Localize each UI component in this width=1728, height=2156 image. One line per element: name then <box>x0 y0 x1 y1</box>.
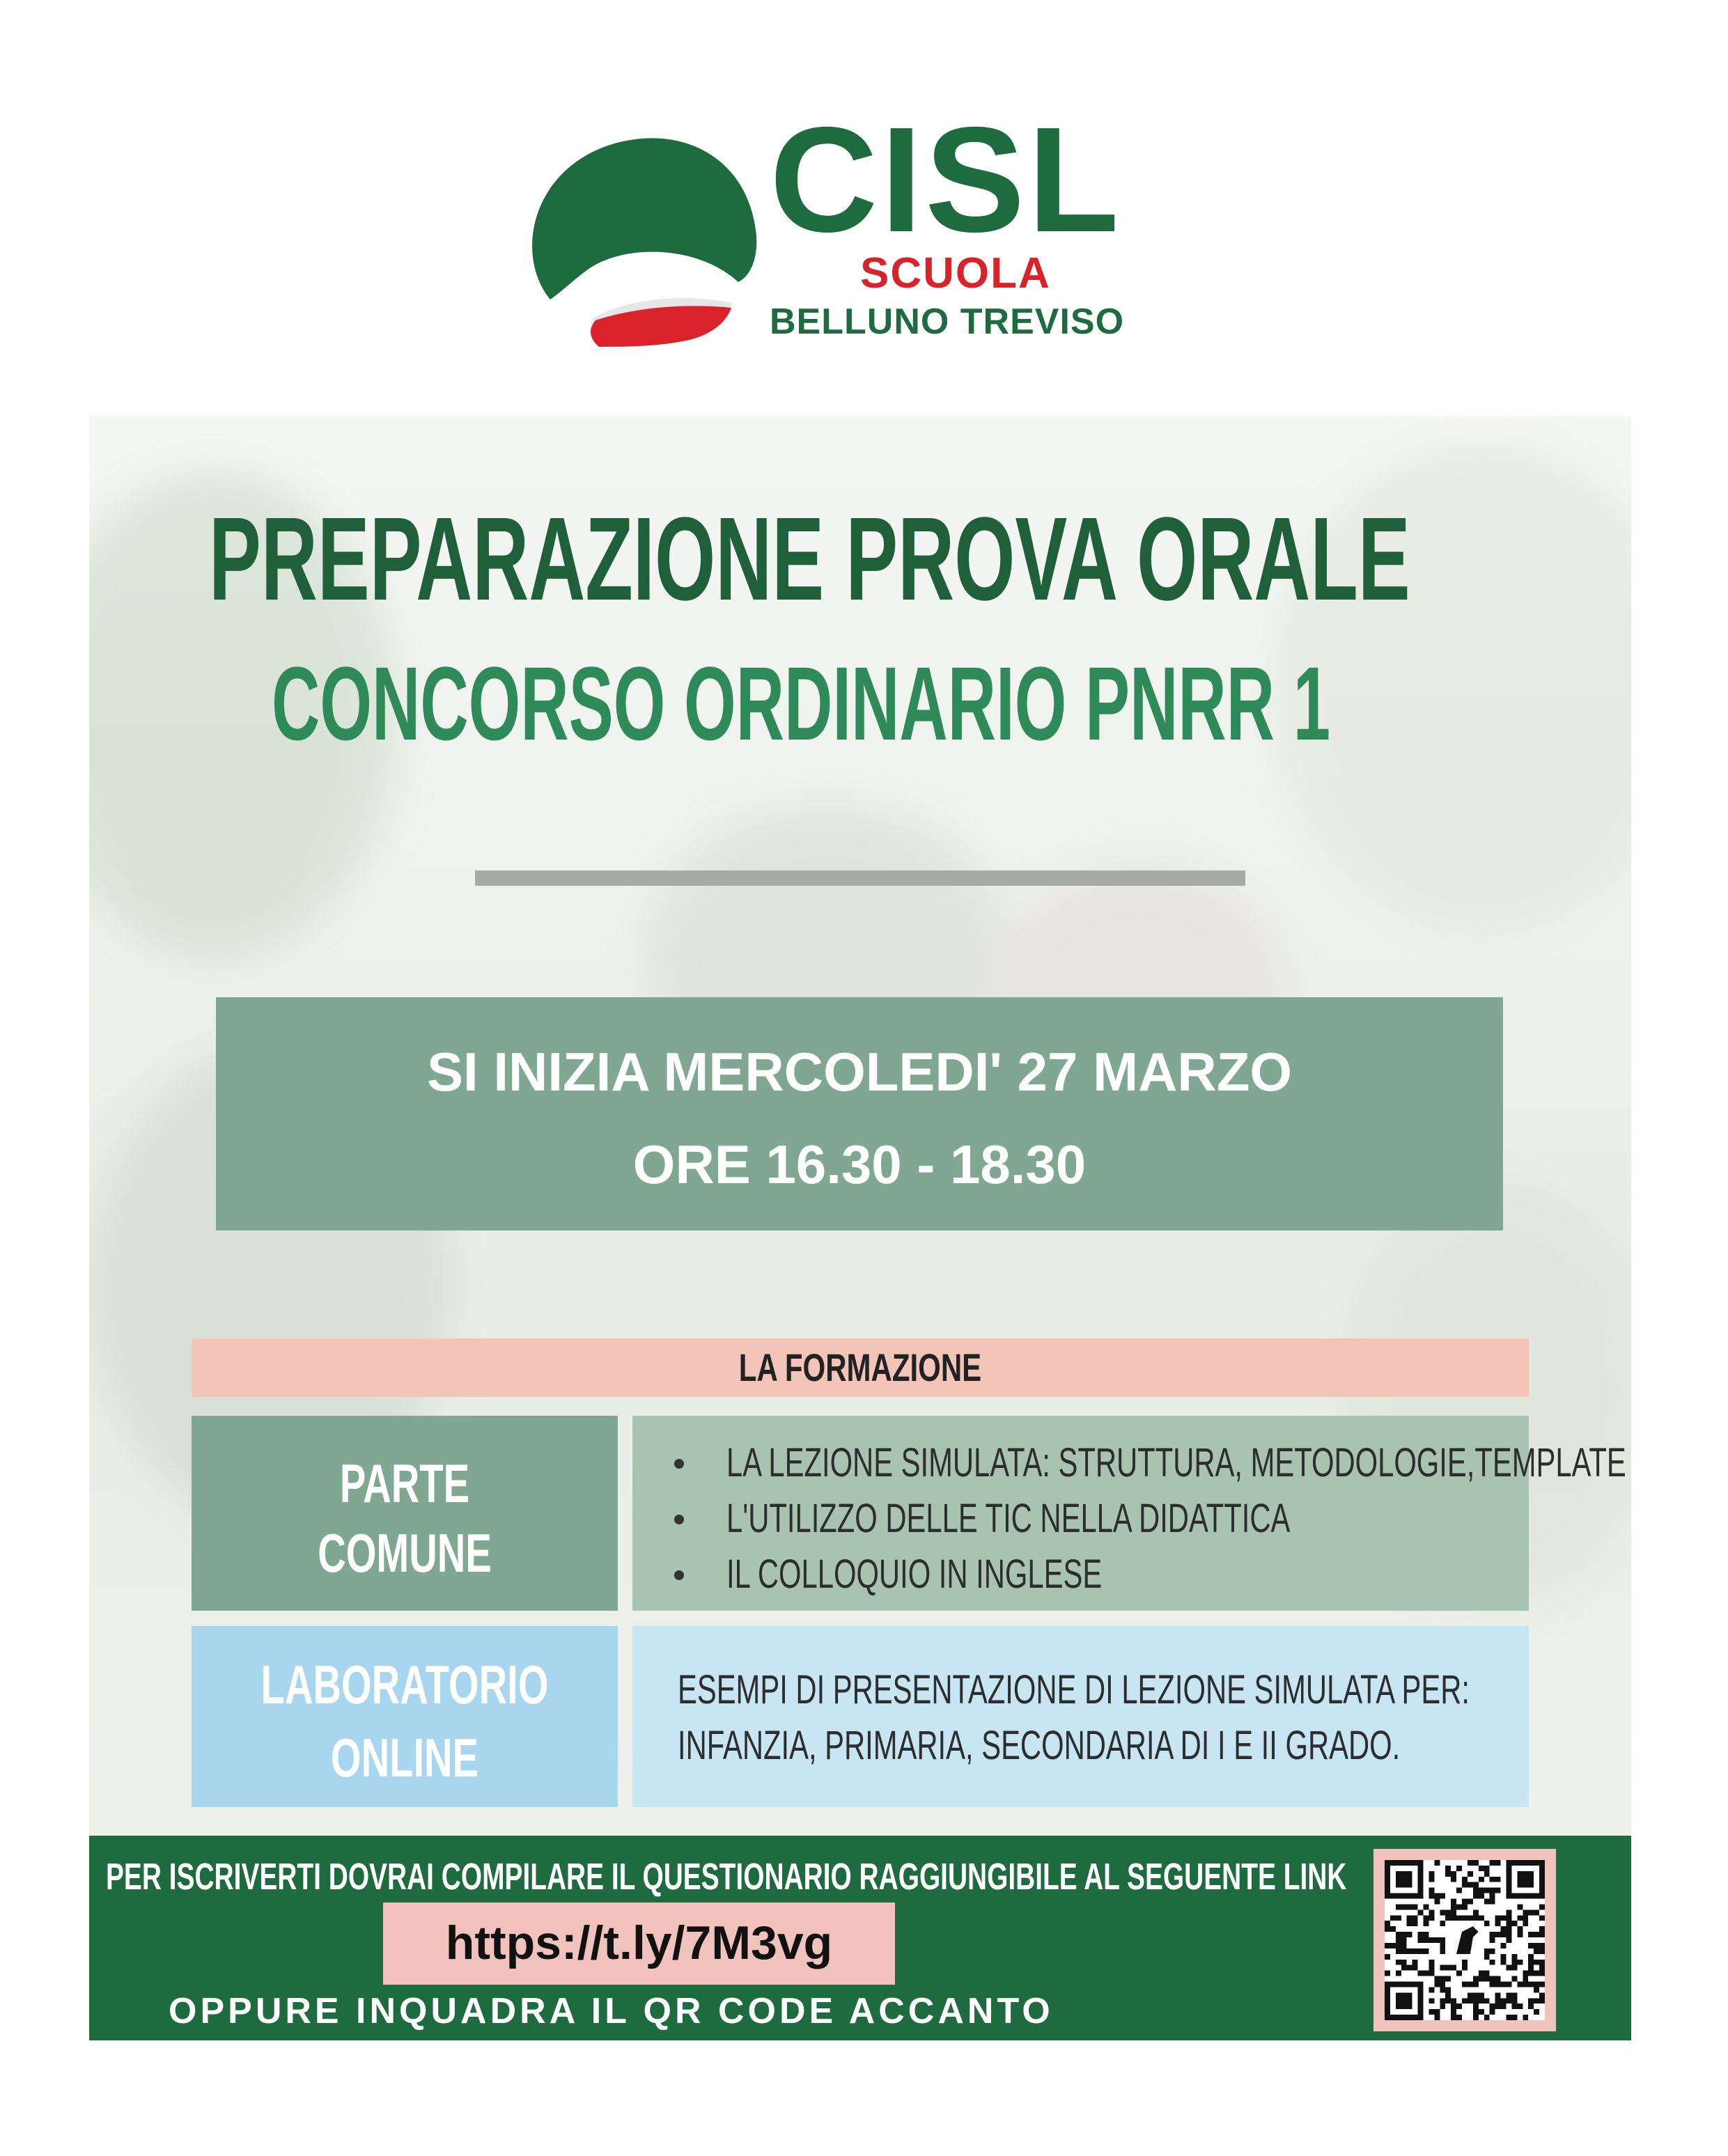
qr-instructions: OPPURE INQUADRA IL QR CODE ACCANTO <box>169 1991 1054 2031</box>
list-item: LA LEZIONE SIMULATA: STRUTTURA, METODOLOGIE,TEMPLATE <box>726 1440 1626 1485</box>
bullet-icon <box>674 1570 684 1580</box>
registration-link[interactable]: https://t.ly/7M3vg <box>445 1916 833 1969</box>
list-item: L'UTILIZZO DELLE TIC NELLA DIDATTICA <box>726 1496 1291 1541</box>
start-date-box <box>216 997 1503 1231</box>
start-date: SI INIZIA MERCOLEDI' 27 MARZO <box>426 1041 1293 1102</box>
laboratorio-header <box>192 1626 618 1807</box>
bullet-icon <box>674 1459 684 1469</box>
divider <box>475 870 1245 886</box>
logo-wordmark: CISL <box>770 95 1122 263</box>
formazione-header <box>192 1338 1529 1397</box>
laboratorio-text-2: INFANZIA, PRIMARIA, SECONDARIA DI I E II GRADO. <box>678 1723 1401 1768</box>
list-item: IL COLLOQUIO IN INGLESE <box>726 1552 1103 1597</box>
qr-code-icon[interactable] <box>1385 1860 1545 2020</box>
poster-title: PREPARAZIONE PROVA ORALE <box>209 493 1410 625</box>
poster-subtitle: CONCORSO ORDINARIO PNRR 1 <box>272 645 1331 762</box>
laboratorio-label-1: LABORATORIO <box>260 1654 549 1715</box>
registration-instructions: PER ISCRIVERTI DOVRAI COMPILARE IL QUESTIONARIO RAGGIUNGIBILE AL SEGUENTE LINK <box>106 1856 1347 1898</box>
logo-location: BELLUNO TREVISO <box>770 302 1125 342</box>
logo-department: SCUOLA <box>860 249 1051 297</box>
registration-link-box[interactable] <box>383 1903 895 1985</box>
parte-comune-list <box>632 1416 1626 1611</box>
parte-comune-label-1: PARTE <box>339 1453 470 1514</box>
cisl-logo-icon <box>522 125 759 348</box>
parte-comune-header <box>192 1416 618 1611</box>
start-time: ORE 16.30 - 18.30 <box>632 1134 1087 1195</box>
parte-comune-label-2: COMUNE <box>318 1522 492 1584</box>
laboratorio-label-2: ONLINE <box>330 1727 479 1788</box>
laboratorio-text-1: ESEMPI DI PRESENTAZIONE DI LEZIONE SIMULATA PER: <box>678 1667 1470 1712</box>
formazione-header-label: LA FORMAZIONE <box>738 1345 982 1389</box>
laboratorio-description <box>632 1626 1529 1807</box>
bullet-icon <box>674 1515 684 1524</box>
